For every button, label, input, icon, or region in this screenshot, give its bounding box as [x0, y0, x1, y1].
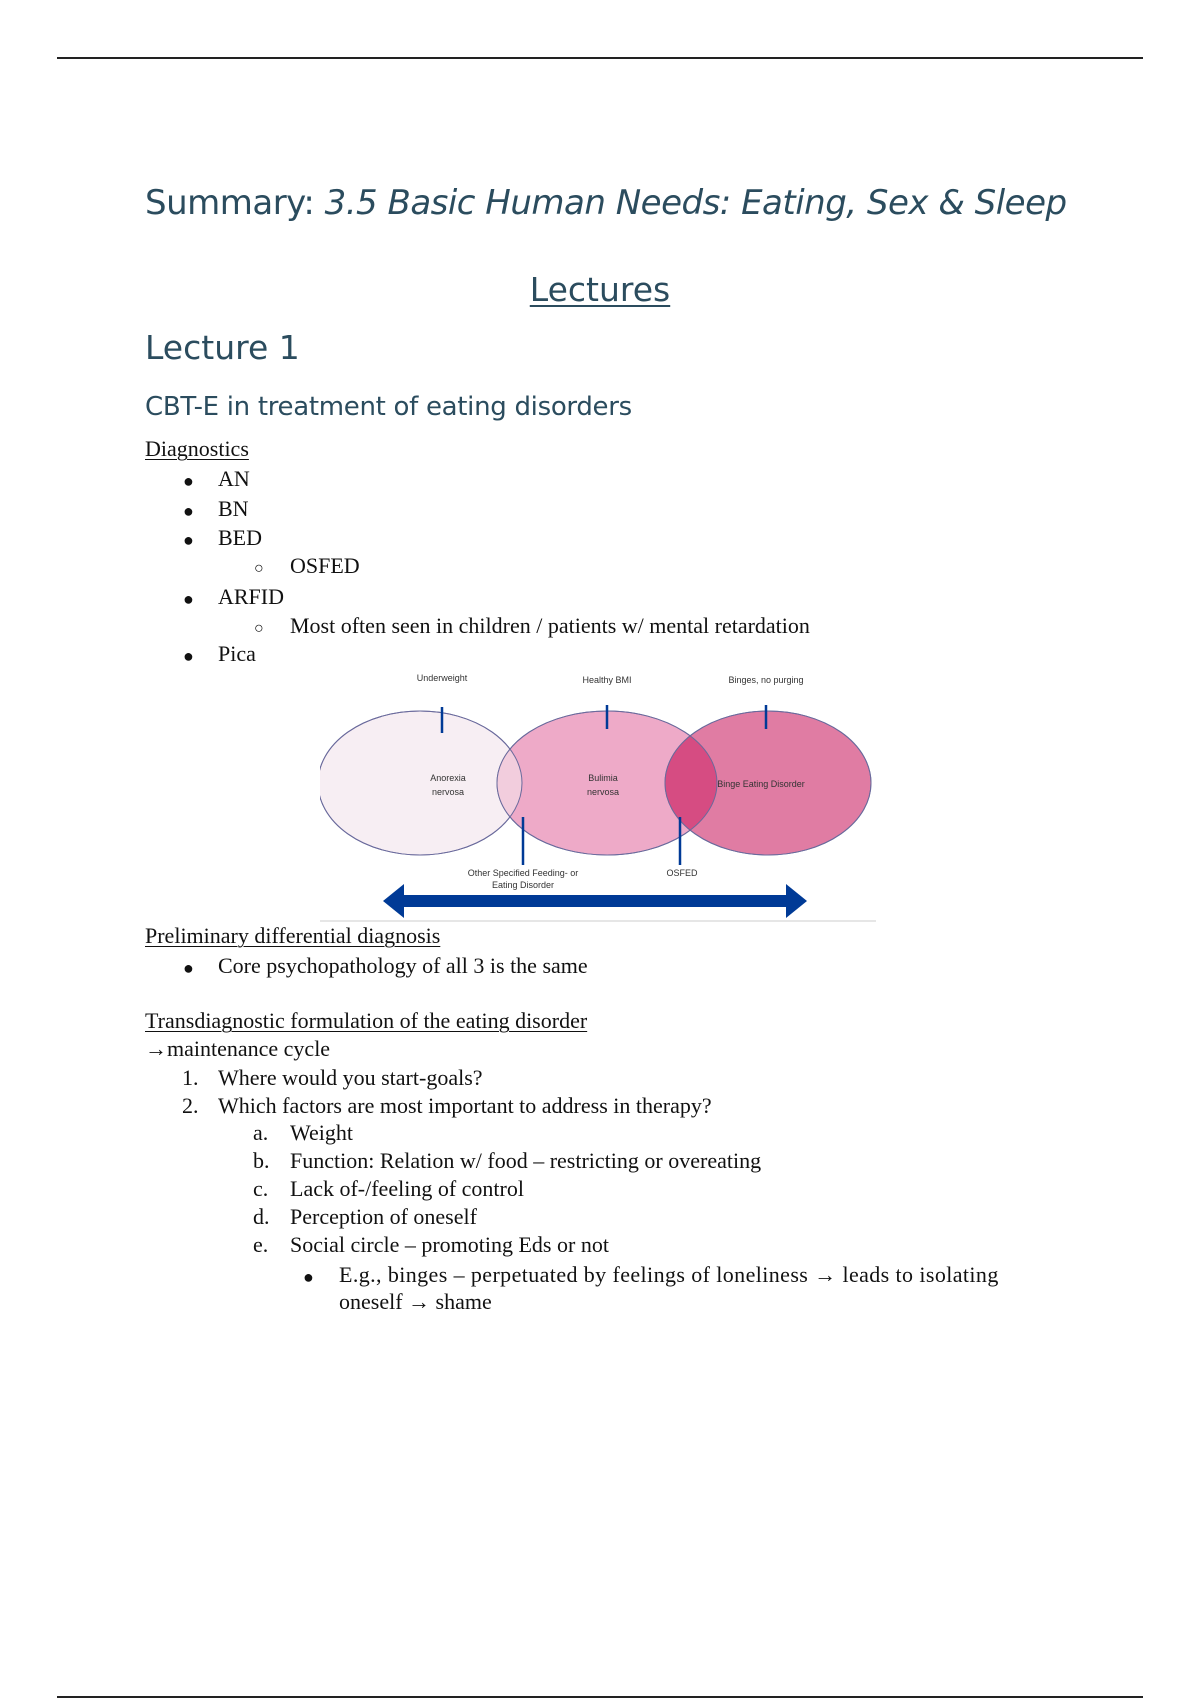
eating-disorder-diagram	[320, 665, 880, 925]
double-arrow	[383, 884, 807, 918]
list-item: Pica	[218, 641, 256, 666]
label-healthy-bmi: Healthy BMI	[582, 675, 632, 685]
label-binges: Binges, no purging	[728, 675, 804, 685]
label-osfed: OSFED	[666, 868, 698, 878]
bullet-icon: ●	[183, 471, 194, 491]
title-italic: 3.5 Basic Human Needs: Eating, Sex & Sleep	[324, 183, 1067, 223]
list-letter: b.	[253, 1148, 270, 1173]
list-number: 1.	[182, 1065, 199, 1090]
list-letter: d.	[253, 1204, 270, 1229]
list-item: Core psychopathology of all 3 is the same	[218, 953, 588, 978]
list-item: Lack of-/feeling of control	[290, 1176, 524, 1201]
list-letter: e.	[253, 1232, 269, 1257]
list-item: AN	[218, 466, 250, 491]
bullet-icon: ●	[303, 1267, 314, 1287]
list-item: Which factors are most important to address in therapy?	[218, 1093, 712, 1118]
list-letter: c.	[253, 1176, 269, 1201]
label-anorexia: Anorexia	[430, 773, 466, 783]
list-item: Social circle – promoting Eds or not	[290, 1232, 609, 1257]
bullet-icon: ●	[183, 501, 194, 521]
title-prefix: Summary:	[145, 183, 315, 223]
maintenance-cycle: →maintenance cycle	[145, 1036, 331, 1061]
subtitle: CBT-E in treatment of eating disorders	[145, 392, 632, 422]
bullet-icon: ●	[183, 589, 194, 609]
label-underweight: Underweight	[416, 673, 468, 683]
label-other-specified: Other Specified Feeding- or	[467, 868, 579, 878]
bullet-icon: ●	[183, 646, 194, 666]
lecture-heading: Lecture 1	[145, 328, 300, 367]
circle-bullet-icon: ○	[254, 620, 264, 637]
anorexia-circle	[320, 711, 522, 855]
example-line-2: oneself → shame	[339, 1289, 492, 1314]
bullet-icon: ●	[183, 958, 194, 978]
bullet-icon: ●	[183, 530, 194, 550]
list-item: OSFED	[290, 553, 360, 578]
label-eating-disorder: Eating Disorder	[491, 880, 555, 890]
list-letter: a.	[253, 1120, 269, 1145]
list-item: Weight	[290, 1120, 353, 1145]
label-binge-eating: Binge Eating Disorder	[717, 779, 805, 789]
example-line-1: E.g., binges – perpetuated by feelings of loneliness → leads to isolating	[339, 1262, 999, 1287]
list-item: BED	[218, 525, 262, 550]
transdiagnostic-heading: Transdiagnostic formulation of the eating disorder	[145, 1008, 588, 1033]
preliminary-heading: Preliminary differential diagnosis	[145, 923, 441, 948]
section-lectures: Lectures	[529, 270, 671, 309]
top-rule	[57, 57, 1143, 59]
diagnostics-heading: Diagnostics	[145, 436, 249, 461]
list-item: Function: Relation w/ food – restricting or overeating	[290, 1148, 762, 1173]
list-item: Where would you start-goals?	[218, 1065, 483, 1090]
list-number: 2.	[182, 1093, 199, 1118]
label-bulimia: Bulimia	[588, 773, 618, 783]
label-bulimia-2: nervosa	[586, 787, 620, 797]
label-anorexia-2: nervosa	[431, 787, 465, 797]
list-item: BN	[218, 496, 249, 521]
circle-bullet-icon: ○	[254, 560, 264, 577]
list-item: ARFID	[218, 584, 285, 609]
document-title	[145, 183, 1067, 223]
list-item: Most often seen in children / patients w/ mental retardation	[290, 613, 810, 638]
list-item: Perception of oneself	[290, 1204, 477, 1229]
bottom-rule	[57, 1696, 1143, 1698]
